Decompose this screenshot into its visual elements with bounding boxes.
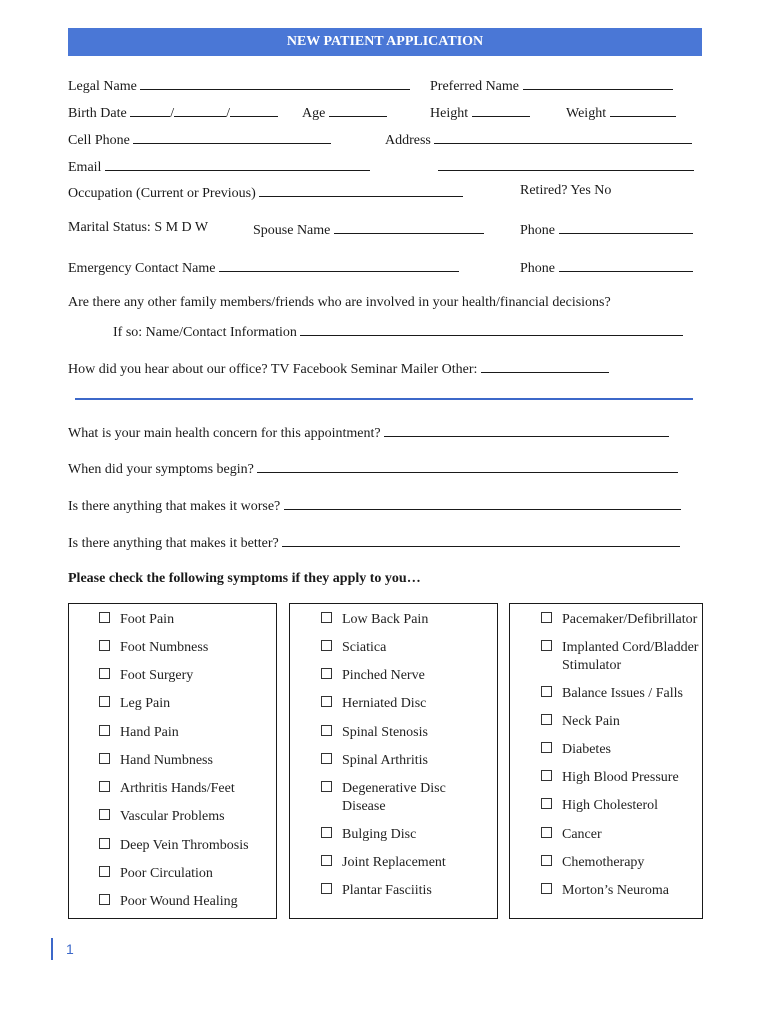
symptom-item[interactable] (99, 780, 268, 798)
checkbox[interactable] (541, 612, 552, 623)
symptom-label: Hand Numbness (120, 753, 213, 768)
preferred-name-label: Preferred Name (430, 79, 520, 94)
email-field[interactable] (105, 157, 370, 171)
symptoms-heading: Please check the following symptoms if they apply to you… (68, 571, 421, 586)
checkbox[interactable] (99, 640, 110, 651)
symptom-label: Herniated Disc (342, 696, 427, 711)
symptoms-begin-field[interactable] (257, 459, 678, 473)
symptom-item[interactable] (321, 667, 490, 685)
checkbox[interactable] (321, 781, 332, 792)
checkbox[interactable] (99, 838, 110, 849)
symptom-item[interactable] (321, 752, 490, 770)
legal-name-field[interactable] (140, 76, 410, 90)
address-row (385, 130, 692, 149)
birth-sep-1: / (170, 106, 175, 121)
checkbox[interactable] (541, 827, 552, 838)
if-so-label: If so: Name/Contact Information (113, 325, 297, 340)
symptom-label: Pacemaker/Defibrillator (562, 612, 698, 627)
symptom-item[interactable] (321, 695, 490, 713)
symptom-label: High Blood Pressure (562, 770, 679, 785)
spouse-phone-label: Phone (520, 223, 555, 238)
checkbox[interactable] (321, 883, 332, 894)
checkbox[interactable] (321, 696, 332, 707)
symptom-item[interactable] (541, 854, 700, 872)
checkbox[interactable] (541, 855, 552, 866)
symptom-item[interactable] (99, 667, 268, 685)
weight-label: Weight (566, 106, 607, 121)
symptom-label: Diabetes (562, 742, 611, 757)
symptom-label: Vascular Problems (120, 809, 225, 824)
symptom-label: Implanted Cord/Bladder Stimulator (562, 640, 699, 673)
cell-phone-field[interactable] (133, 130, 331, 144)
birth-day-field[interactable] (174, 103, 226, 117)
address-label: Address (385, 133, 431, 148)
symptom-label: Sciatica (342, 640, 387, 655)
checkbox[interactable] (541, 686, 552, 697)
occupation-field[interactable] (259, 183, 463, 197)
checkbox[interactable] (99, 696, 110, 707)
symptoms-begin-label: When did your symptoms begin? (68, 462, 254, 477)
checkbox[interactable] (99, 612, 110, 623)
occupation-label: Occupation (Current or Previous) (68, 186, 256, 201)
symptom-item[interactable] (541, 685, 700, 703)
checkbox[interactable] (541, 714, 552, 725)
marital-status-text[interactable]: Marital Status: S M D W (68, 220, 209, 235)
section-divider (75, 398, 693, 400)
weight-row (566, 103, 676, 122)
checkbox[interactable] (321, 753, 332, 764)
if-so-field[interactable] (300, 322, 683, 336)
height-field[interactable] (472, 103, 530, 117)
page-number: 1 (66, 941, 74, 957)
symptom-label: Bulging Disc (342, 827, 417, 842)
worse-label: Is there anything that makes it worse? (68, 499, 281, 514)
legal-name-row (68, 76, 410, 95)
checkbox[interactable] (541, 770, 552, 781)
checkbox[interactable] (99, 781, 110, 792)
symptom-item[interactable] (99, 695, 268, 713)
symptoms-begin-row (68, 459, 678, 478)
symptom-label: Poor Wound Healing (120, 894, 238, 909)
symptom-item[interactable] (541, 769, 700, 787)
form-title: NEW PATIENT APPLICATION (68, 28, 702, 56)
page-number-bar (51, 938, 53, 960)
checkbox[interactable] (541, 798, 552, 809)
emergency-contact-label: Emergency Contact Name (68, 261, 216, 276)
worse-row (68, 496, 681, 515)
birth-sep-2: / (226, 106, 230, 121)
symptom-item[interactable] (541, 713, 700, 731)
spouse-name-label: Spouse Name (253, 223, 331, 238)
symptom-item[interactable] (99, 808, 268, 826)
symptom-item[interactable] (541, 611, 700, 629)
spouse-phone-row (520, 220, 693, 239)
checkbox[interactable] (321, 640, 332, 651)
checkbox[interactable] (99, 725, 110, 736)
address-line2-row (438, 157, 694, 176)
checkbox[interactable] (321, 855, 332, 866)
symptom-label: Morton’s Neuroma (562, 883, 669, 898)
email-label: Email (68, 160, 102, 175)
symptom-item[interactable] (99, 639, 268, 657)
height-row (430, 103, 530, 122)
worse-field[interactable] (284, 496, 681, 510)
symptom-label: Foot Surgery (120, 668, 194, 683)
main-concern-row (68, 423, 669, 442)
symptom-label: Foot Pain (120, 612, 175, 627)
checkbox[interactable] (321, 668, 332, 679)
email-row (68, 157, 370, 176)
birth-year-field[interactable] (230, 103, 278, 117)
symptom-item[interactable] (321, 724, 490, 742)
checkbox[interactable] (99, 753, 110, 764)
symptom-item[interactable] (321, 780, 490, 816)
emergency-phone-field[interactable] (559, 258, 693, 272)
symptom-label: Leg Pain (120, 696, 171, 711)
emergency-contact-row (68, 258, 459, 277)
cell-phone-row (68, 130, 331, 149)
symptom-label: High Cholesterol (562, 798, 659, 813)
main-concern-field[interactable] (384, 423, 669, 437)
age-label: Age (302, 106, 326, 121)
symptom-label: Pinched Nerve (342, 668, 425, 683)
checkbox[interactable] (541, 742, 552, 753)
spouse-phone-field[interactable] (559, 220, 693, 234)
checkbox[interactable] (321, 725, 332, 736)
symptom-item[interactable] (321, 826, 490, 844)
checkbox[interactable] (321, 827, 332, 838)
symptom-item[interactable] (99, 865, 268, 883)
checkbox[interactable] (99, 668, 110, 679)
symptom-label: Low Back Pain (342, 612, 429, 627)
preferred-name-row (430, 76, 673, 95)
birth-date-label: Birth Date (68, 106, 127, 121)
symptom-label: Poor Circulation (120, 866, 213, 881)
birth-month-field[interactable] (130, 103, 170, 117)
symptom-item[interactable] (321, 611, 490, 629)
symptom-label: Hand Pain (120, 725, 179, 740)
symptom-item[interactable] (321, 882, 490, 900)
cell-phone-label: Cell Phone (68, 133, 130, 148)
symptom-label: Deep Vein Thrombosis (120, 838, 249, 853)
checkbox[interactable] (541, 883, 552, 894)
hear-about-row (68, 359, 609, 378)
height-label: Height (430, 106, 469, 121)
checkbox[interactable] (321, 612, 332, 623)
main-concern-label: What is your main health concern for this appointment? (68, 426, 381, 441)
symptom-label: Arthritis Hands/Feet (120, 781, 235, 796)
legal-name-label: Legal Name (68, 79, 137, 94)
address-field[interactable] (434, 130, 692, 144)
better-field[interactable] (282, 533, 680, 547)
family-question: Are there any other family members/friends who are involved in your health/financial decisions? (68, 295, 611, 310)
symptom-item[interactable] (99, 611, 268, 629)
symptom-item[interactable] (541, 639, 700, 675)
emergency-contact-field[interactable] (219, 258, 459, 272)
hear-other-field[interactable] (481, 359, 609, 373)
emergency-phone-label: Phone (520, 261, 555, 276)
occupation-row (68, 183, 463, 202)
weight-field[interactable] (610, 103, 676, 117)
symptom-item[interactable] (541, 826, 700, 844)
symptom-item[interactable] (541, 741, 700, 759)
better-row (68, 533, 680, 552)
symptom-label: Chemotherapy (562, 855, 645, 870)
retired-text[interactable]: Retired? Yes No (520, 183, 612, 198)
checkbox[interactable] (99, 866, 110, 877)
if-so-row (113, 322, 683, 341)
preferred-name-field[interactable] (523, 76, 673, 90)
symptom-item[interactable] (99, 893, 268, 911)
hear-about-label[interactable]: How did you hear about our office? TV Facebook Seminar Mailer Other: (68, 362, 478, 377)
age-field[interactable] (329, 103, 387, 117)
symptom-label: Neck Pain (562, 714, 620, 729)
symptom-label: Foot Numbness (120, 640, 209, 655)
symptom-item[interactable] (321, 854, 490, 872)
symptom-label: Plantar Fasciitis (342, 883, 432, 898)
symptom-label: Degenerative Disc Disease (342, 781, 446, 814)
spouse-name-field[interactable] (334, 220, 484, 234)
symptom-item[interactable] (99, 837, 268, 855)
symptom-label: Spinal Stenosis (342, 725, 428, 740)
spouse-name-row (253, 220, 484, 239)
symptom-item[interactable] (541, 882, 700, 900)
checkbox[interactable] (99, 809, 110, 820)
symptom-item[interactable] (99, 724, 268, 742)
symptom-label: Balance Issues / Falls (562, 686, 683, 701)
address-line2-field[interactable] (438, 157, 694, 171)
symptom-label: Cancer (562, 827, 602, 842)
better-label: Is there anything that makes it better? (68, 536, 279, 551)
symptom-label: Joint Replacement (342, 855, 446, 870)
age-row (302, 103, 387, 122)
checkbox[interactable] (541, 640, 552, 651)
checkbox[interactable] (99, 894, 110, 905)
symptom-item[interactable] (99, 752, 268, 770)
birth-date-row (68, 103, 278, 122)
symptom-item[interactable] (541, 797, 700, 815)
symptom-item[interactable] (321, 639, 490, 657)
emergency-phone-row (520, 258, 693, 277)
symptom-label: Spinal Arthritis (342, 753, 428, 768)
